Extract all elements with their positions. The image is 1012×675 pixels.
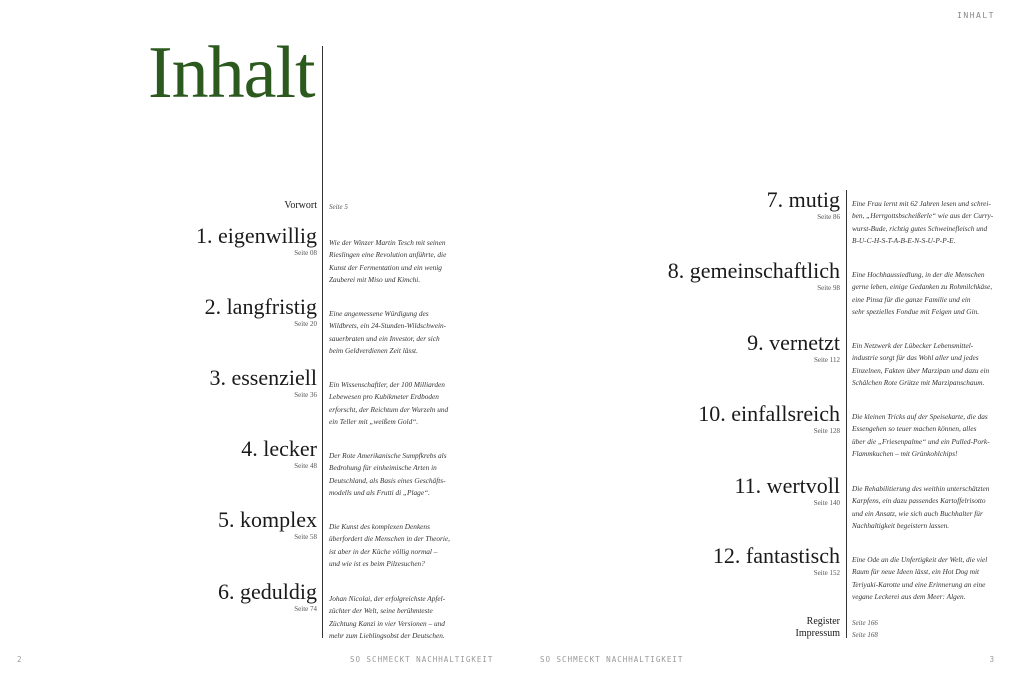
chapter-page: Seite 98 (817, 284, 840, 292)
description-line: überfordert die Menschen in der Theorie, (329, 534, 450, 544)
chapter-title: 8. gemeinschaftlich (667, 258, 840, 283)
chapter-heading (767, 189, 840, 221)
vorwort-page: Seite 5 (329, 203, 348, 211)
chapter-title: 9. vernetzt (747, 330, 840, 355)
description-line: ben, „Herrgottsbscheißerle“ wie aus der Curry- (852, 211, 994, 221)
description-line: und ein Ansatz, wie sich auch Buchhalter für (852, 508, 983, 518)
description-line: mehr zum Lieblingsobst der Deutschen. (329, 630, 445, 640)
register-page: Seite 166 (852, 619, 878, 627)
description-line: ist aber in der Küche völlig normal – (329, 546, 438, 556)
description-line: Bedrohung für einheimische Arten in (329, 463, 437, 473)
description-line: erforscht, der Reichtum der Wurzeln und (329, 404, 449, 414)
description-line: Schälchen Rote Grütze mit Marzipanschaum. (852, 377, 985, 387)
chapter-title: 1. eigenwillig (196, 223, 317, 248)
chapter-title: 2. langfristig (204, 294, 317, 319)
footer-book-title-right: SO SCHMECKT NACHHALTIGKEIT (540, 655, 684, 664)
description-line: ein Teller mit „weißem Gold“. (329, 416, 419, 426)
vertical-rule-right (846, 190, 847, 638)
impressum-label: Impressum (795, 628, 840, 639)
description-line: Flammkuchen – mit Grünkohlchips! (852, 448, 958, 458)
description-line: beim Geldverdienen Zeit lässt. (329, 345, 418, 355)
chapter-description (852, 411, 998, 460)
chapter-description (329, 237, 464, 286)
description-line: sehr spezielles Fondue mit Feigen und Gin. (852, 306, 980, 316)
description-line: Der Rote Amerikanische Sumpfkrebs als (329, 451, 447, 460)
chapter-title: 11. wertvoll (734, 473, 840, 498)
chapter-description (852, 269, 998, 318)
chapter-description (852, 198, 998, 247)
chapter-title: 12. fantastisch (712, 543, 840, 568)
chapter-heading (668, 260, 840, 292)
chapter-page: Seite 74 (294, 605, 317, 613)
chapter-description (329, 450, 464, 499)
chapter-heading (241, 438, 317, 470)
description-line: modells und als Frutti di „Plage“. (329, 487, 430, 497)
description-line: Eine angemessene Würdigung des (329, 309, 429, 318)
description-line: Die Kunst des komplexen Denkens (329, 522, 430, 531)
description-line: Wildbrets, ein 24-Stunden-Wildschwein- (329, 321, 447, 331)
chapter-page: Seite 140 (813, 499, 840, 507)
chapter-page: Seite 128 (813, 427, 840, 435)
chapter-heading (698, 403, 840, 435)
description-line: Teriyaki-Karotte und eine Erinnerung an eine (852, 579, 986, 589)
description-line: Züchtung Kanzi in vier Versionen – und (329, 618, 445, 628)
chapter-page: Seite 36 (294, 391, 317, 399)
chapter-description (329, 593, 464, 642)
chapter-heading (218, 509, 317, 541)
running-head: INHALT (957, 11, 995, 20)
description-line: eine Pinsa für die ganze Familie und ein (852, 294, 971, 304)
chapter-page: Seite 08 (294, 249, 317, 257)
description-line: wurst-Bude, richtig gutes Schweinefleisch und (852, 223, 988, 233)
chapter-description (852, 340, 998, 389)
description-line: Ein Netzwerk der Lübecker Lebensmittel- (852, 341, 974, 350)
description-line: vegane Leckerei aus dem Meer: Algen. (852, 591, 966, 601)
chapter-heading (747, 332, 840, 364)
vertical-rule-left (322, 46, 323, 638)
chapter-heading (196, 225, 317, 257)
description-line: Essengehen so teuer machen können, alles (852, 424, 977, 434)
chapter-description (329, 308, 464, 357)
description-line: Kunst der Fermentation und ein wenig (329, 262, 442, 272)
chapter-heading (205, 296, 317, 328)
description-line: Ein Wissenschaftler, der 100 Milliarden (329, 380, 445, 389)
page-number-right: 3 (989, 655, 995, 664)
chapter-heading (218, 581, 317, 613)
chapter-description (852, 483, 998, 532)
description-line: Wie der Winzer Martin Tesch mit seinen (329, 238, 446, 247)
description-line: Zauberei mit Miso und Kimchi. (329, 274, 421, 284)
chapter-title: 4. lecker (241, 436, 317, 461)
chapter-description (329, 379, 464, 428)
description-line: Johan Nicolai, der erfolgreichste Apfel- (329, 594, 446, 603)
description-line: und wie ist es beim Pilzesuchen? (329, 558, 425, 568)
chapter-title: 7. mutig (766, 187, 840, 212)
chapter-heading (713, 545, 840, 577)
description-line: B-U-C-H-S-T-A-B-E-N-S-U-P-P-E. (852, 235, 956, 245)
page-number-left: 2 (17, 655, 23, 664)
description-line: industrie sorgt für das Wohl aller und jedes (852, 353, 979, 363)
impressum-page: Seite 168 (852, 631, 878, 639)
chapter-page: Seite 20 (294, 320, 317, 328)
description-line: Einzelnen, Fakten über Marzipan und dazu ein (852, 365, 990, 375)
description-line: Die Rehabilitierung des weithin unterschätzten (852, 484, 990, 493)
description-line: züchter der Welt, seine berühmteste (329, 606, 433, 616)
description-line: Die kleinen Tricks auf der Speisekarte, die das (852, 412, 988, 421)
chapter-page: Seite 58 (294, 533, 317, 541)
description-line: Deutschland, als Basis eines Geschäfts- (329, 475, 446, 485)
page-title: Inhalt (148, 32, 315, 114)
description-line: über die „Friesenpalme“ und ein Pulled-Pork- (852, 436, 990, 446)
chapter-page: Seite 152 (813, 569, 840, 577)
chapter-heading (735, 475, 841, 507)
description-line: Karpfens, ein dazu passendes Kartoffelrisotto (852, 496, 986, 506)
description-line: Nachhaltigkeit begeistern lassen. (852, 520, 950, 530)
chapter-description (329, 521, 464, 570)
description-line: Raum für neue Ideen lässt, ein Hot Dog mit (852, 567, 980, 577)
register-label: Register (806, 616, 840, 627)
description-line: Lebewesen pro Kubikmeter Erdboden (329, 392, 439, 402)
description-line: Eine Frau lernt mit 62 Jahren lesen und schrei- (852, 199, 991, 208)
chapter-title: 10. einfallsreich (698, 401, 840, 426)
description-line: gerne leben, einige Gedanken zu Rohmilchkäse, (852, 282, 993, 292)
chapter-description (852, 554, 998, 603)
description-line: sauerbraten und ein Investor, der sich (329, 333, 440, 343)
description-line: Eine Hochhaussiedlung, in der die Menschen (852, 270, 985, 279)
chapter-page: Seite 86 (817, 213, 840, 221)
description-line: Rieslingen eine Revolution anführte, die (329, 250, 447, 260)
footer-book-title-left: SO SCHMECKT NACHHALTIGKEIT (350, 655, 494, 664)
description-line: Eine Ode an die Unfertigkeit der Welt, die viel (852, 555, 988, 564)
chapter-title: 5. komplex (218, 507, 317, 532)
chapter-page: Seite 112 (814, 356, 840, 364)
chapter-title: 3. essenziell (209, 365, 317, 390)
vorwort-label: Vorwort (284, 200, 317, 211)
chapter-title: 6. geduldig (218, 579, 317, 604)
chapter-page: Seite 48 (294, 462, 317, 470)
chapter-heading (209, 367, 317, 399)
